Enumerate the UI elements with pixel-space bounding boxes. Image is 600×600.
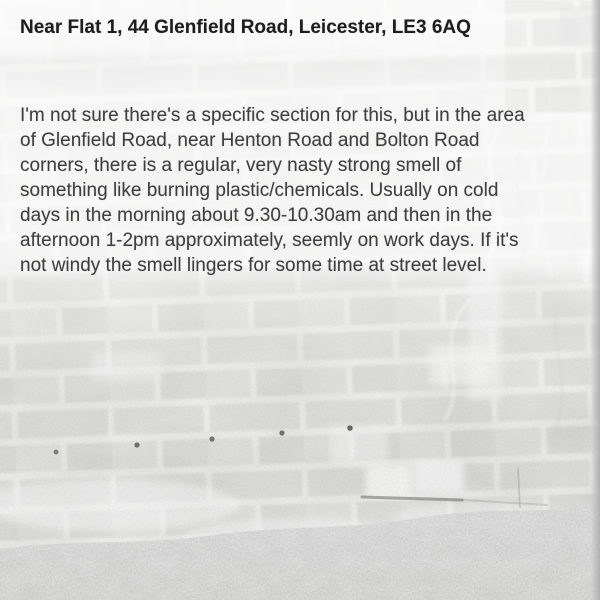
description-line: afternoon 1-2pm approximately, seemly on work days. If it's [20,230,519,251]
description-line: something like burning plastic/chemicals. Usually on cold [20,180,499,201]
report-title: Near Flat 1, 44 Glenfield Road, Leicester, LE3 6AQ [20,17,471,38]
description-line: not windy the smell lingers for some time at street level. [20,255,487,276]
right-edge-strip [590,0,600,600]
report-description [20,103,582,278]
description-line: of Glenfield Road, near Henton Road and Bolton Road [20,130,480,151]
description-line: days in the morning about 9.30-10.30am and then in the [20,205,493,226]
description-line: I'm not sure there's a specific section for this, but in the area [20,105,525,126]
description-line: corners, there is a regular, very nasty strong smell of [20,155,462,176]
